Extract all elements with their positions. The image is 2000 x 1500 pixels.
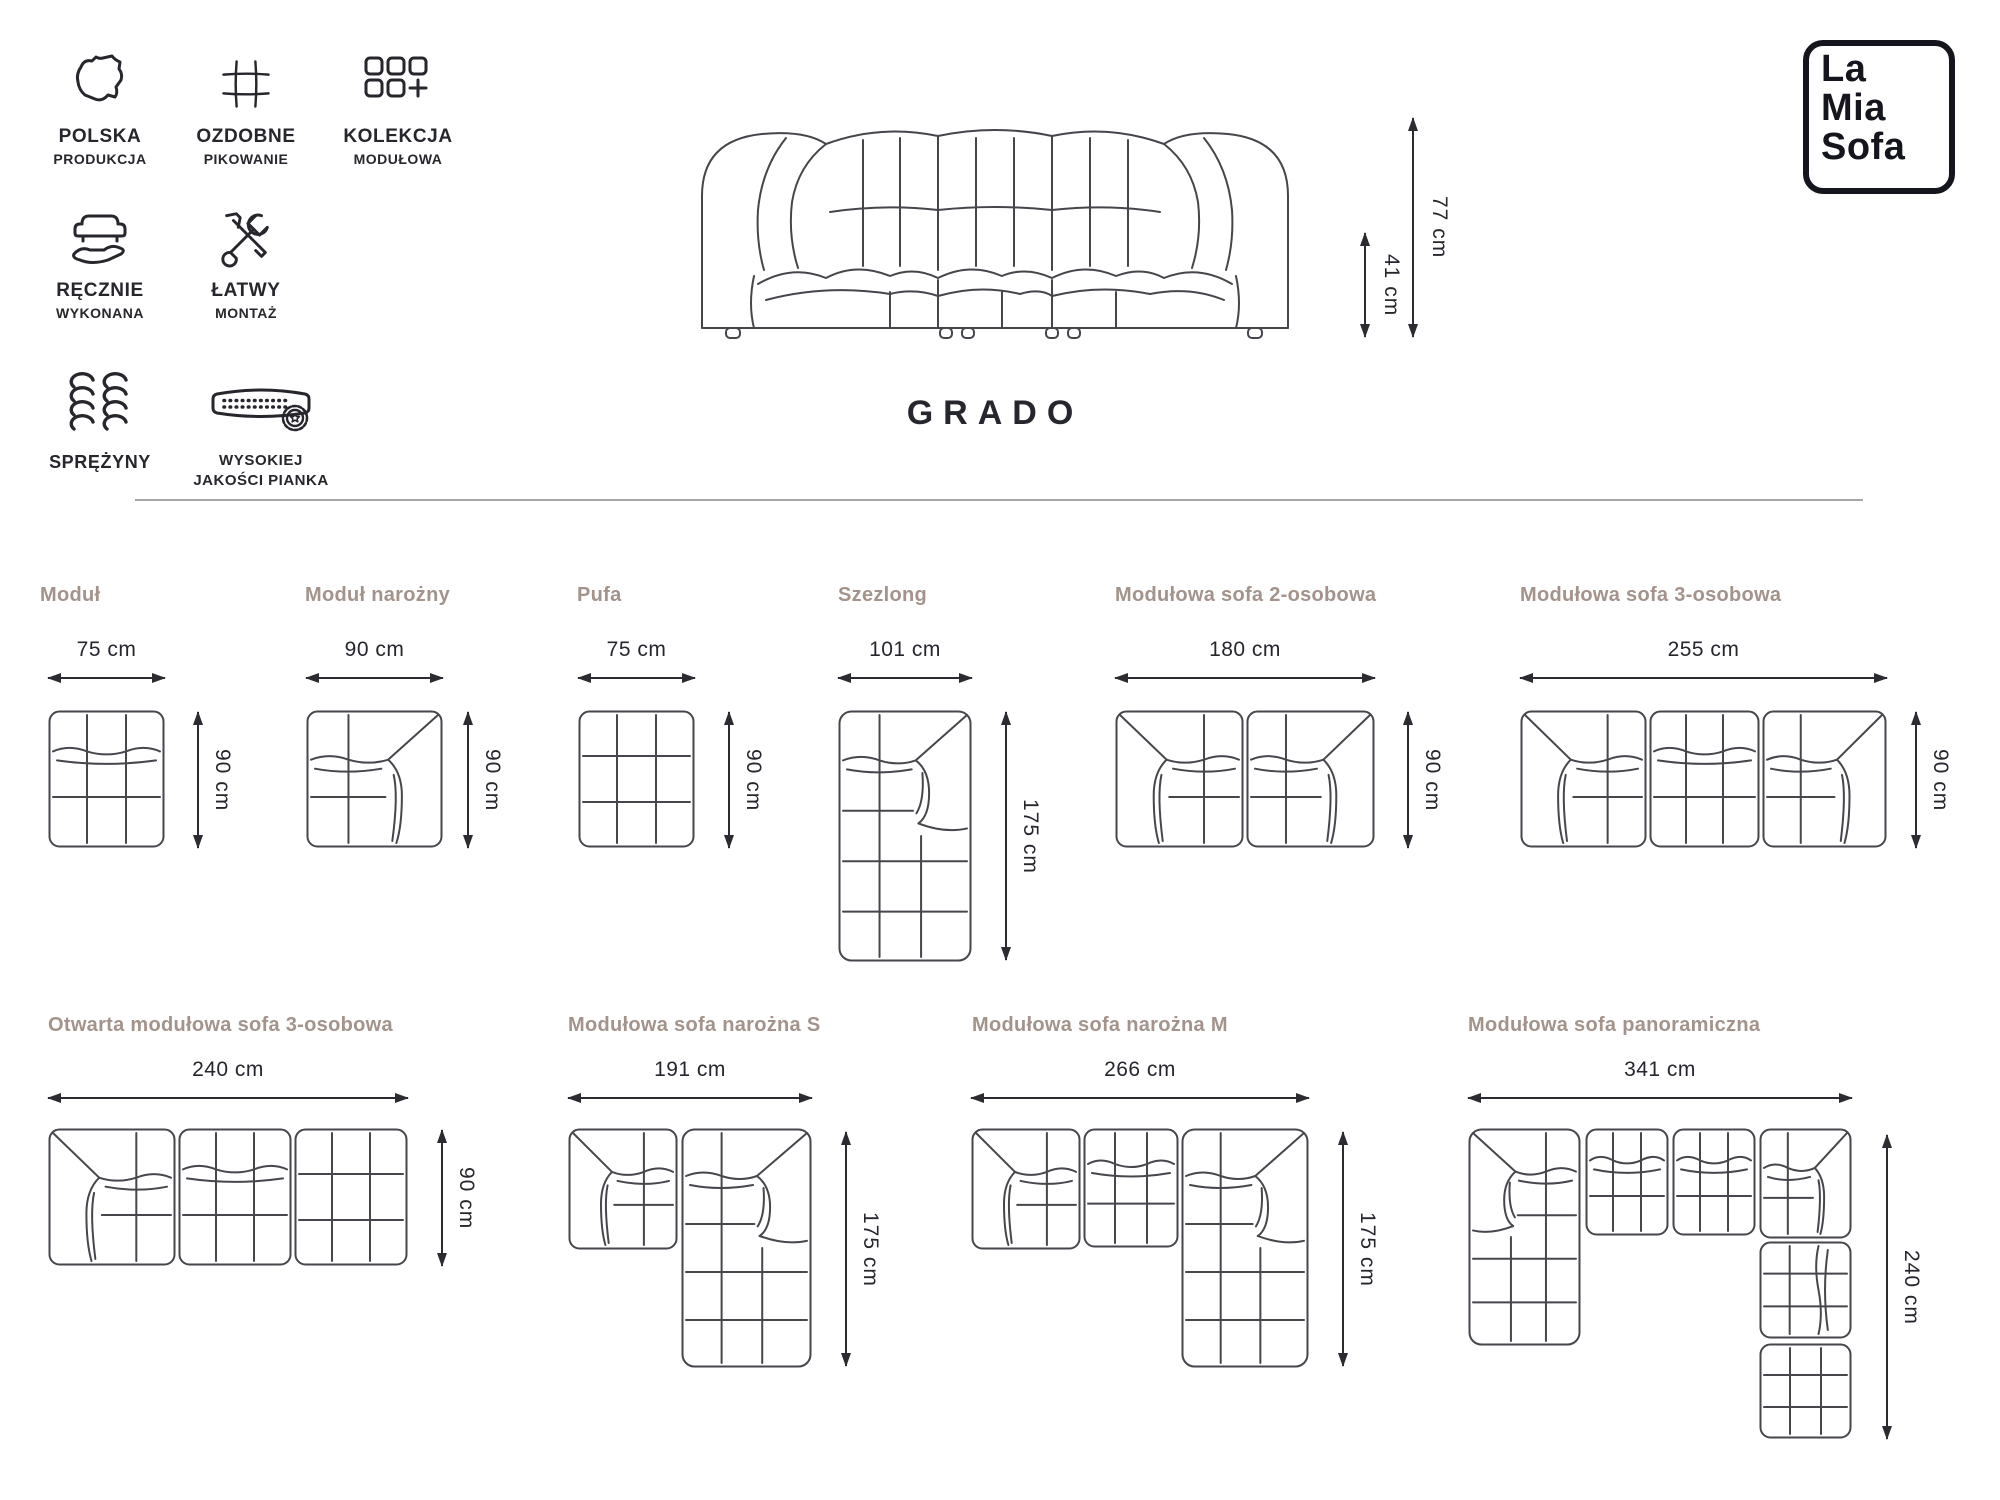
quilting-grid-icon — [216, 40, 276, 114]
width-arrow — [1520, 677, 1887, 679]
badge-label: OZDOBNE — [196, 126, 296, 147]
badge-label: WYSOKIEJ — [219, 452, 303, 469]
module-title: Modułowa sofa 3-osobowa — [1520, 584, 1782, 606]
module-title: Otwarta modułowa sofa 3-osobowa — [48, 1014, 393, 1036]
sofa-2-seat-top-view — [1115, 710, 1375, 848]
width-arrow — [971, 1097, 1309, 1099]
badge-sublabel: MONTAŻ — [215, 304, 277, 321]
depth-arrow — [1407, 712, 1409, 848]
badge-label: SPRĘŻYNY — [49, 452, 151, 472]
depth-dimension: 90 cm — [455, 1166, 478, 1230]
badge-label: POLSKA — [58, 126, 142, 147]
corner-module-top-view — [306, 710, 443, 848]
badge-sprezyny — [30, 366, 170, 473]
depth-dimension: 90 cm — [742, 748, 765, 812]
width-dimension: 90 cm — [344, 638, 405, 661]
module-title: Modułowa sofa narożna S — [568, 1014, 821, 1036]
depth-dimension: 175 cm — [859, 1211, 882, 1287]
badge-sublabel: PIKOWANIE — [203, 150, 289, 167]
width-dimension: 240 cm — [192, 1058, 264, 1081]
logo-line: La — [1821, 48, 1867, 90]
handmade-sofa-icon — [66, 194, 134, 268]
module-title: Moduł — [40, 584, 101, 606]
width-dimension: 191 cm — [654, 1058, 726, 1081]
width-arrow — [48, 1097, 408, 1099]
width-arrow — [1468, 1097, 1852, 1099]
depth-dimension: 90 cm — [1421, 748, 1444, 812]
width-arrow — [306, 677, 443, 679]
chaise-top-view — [838, 710, 972, 962]
width-dimension: 75 cm — [606, 638, 667, 661]
depth-arrow — [467, 712, 469, 848]
depth-dimension: 90 cm — [211, 748, 234, 812]
badge-wysokiej-jakosci-pianka — [168, 366, 354, 490]
badge-polska-produkcja — [30, 40, 170, 168]
total-height-arrow — [1412, 118, 1414, 337]
divider-line — [135, 499, 1863, 501]
depth-arrow — [441, 1130, 443, 1266]
module-title: Modułowa sofa panoramiczna — [1468, 1014, 1761, 1036]
open-sofa-3-seat-top-view — [48, 1128, 408, 1266]
total-height-dimension: 77 cm — [1428, 196, 1451, 259]
corner-sofa-m-top-view — [971, 1128, 1309, 1368]
depth-arrow — [845, 1132, 847, 1366]
depth-arrow — [197, 712, 199, 848]
width-dimension: 180 cm — [1209, 638, 1281, 661]
sofa-front-illustration — [650, 78, 1340, 350]
sofa-3-seat-top-view — [1520, 710, 1887, 848]
product-name: GRADO — [906, 394, 1084, 432]
depth-dimension: 90 cm — [481, 748, 504, 812]
pouf-top-view — [578, 710, 695, 848]
width-dimension: 75 cm — [76, 638, 137, 661]
width-dimension: 341 cm — [1624, 1058, 1696, 1081]
module-title: Pufa — [577, 584, 622, 606]
badge-sublabel: PRODUKCJA — [53, 150, 147, 167]
modular-collection-icon — [362, 40, 434, 114]
width-arrow — [1115, 677, 1375, 679]
module-top-view — [48, 710, 165, 848]
width-dimension: 255 cm — [1667, 638, 1740, 661]
depth-arrow — [728, 712, 730, 848]
width-dimension: 101 cm — [869, 638, 941, 661]
badge-latwy-montaz — [172, 194, 320, 322]
width-arrow — [838, 677, 972, 679]
width-arrow — [48, 677, 165, 679]
depth-dimension: 175 cm — [1019, 798, 1042, 874]
badge-recznie-wykonana — [30, 194, 170, 322]
la-mia-sofa-logo — [1803, 40, 1955, 194]
poland-map-icon — [68, 40, 132, 114]
badge-sublabel: JAKOŚCI PIANKA — [193, 472, 329, 490]
badge-label: RĘCZNIE — [56, 280, 144, 301]
width-arrow — [568, 1097, 812, 1099]
corner-sofa-s-top-view — [568, 1128, 812, 1368]
panoramic-sofa-top-view — [1468, 1128, 1852, 1442]
badge-kolekcja-modulowa — [322, 40, 474, 168]
depth-dimension: 175 cm — [1356, 1211, 1379, 1287]
width-dimension: 266 cm — [1104, 1058, 1176, 1081]
depth-dimension: 90 cm — [1929, 748, 1952, 812]
depth-arrow — [1886, 1135, 1888, 1439]
badge-sublabel: MODUŁOWA — [353, 150, 443, 167]
springs-icon — [62, 366, 138, 440]
depth-arrow — [1915, 712, 1917, 848]
badge-label: KOLEKCJA — [343, 126, 453, 147]
module-title: Modułowa sofa narożna M — [972, 1014, 1228, 1036]
badge-label: ŁATWY — [211, 280, 281, 301]
module-title: Moduł narożny — [305, 584, 451, 606]
depth-dimension: 240 cm — [1900, 1249, 1923, 1325]
module-title: Szezlong — [838, 584, 928, 606]
logo-line: Sofa — [1821, 126, 1906, 169]
width-arrow — [578, 677, 695, 679]
seat-height-dimension: 41 cm — [1380, 253, 1403, 317]
tools-icon — [215, 194, 277, 268]
module-title: Modułowa sofa 2-osobowa — [1115, 584, 1377, 606]
depth-arrow — [1005, 712, 1007, 960]
foam-quality-icon — [209, 366, 313, 440]
logo-line: Mia — [1821, 87, 1886, 130]
badge-sublabel: WYKONANA — [56, 304, 144, 321]
badge-ozdobne-pikowanie — [172, 40, 320, 168]
depth-arrow — [1342, 1132, 1344, 1366]
seat-height-arrow — [1364, 233, 1366, 337]
